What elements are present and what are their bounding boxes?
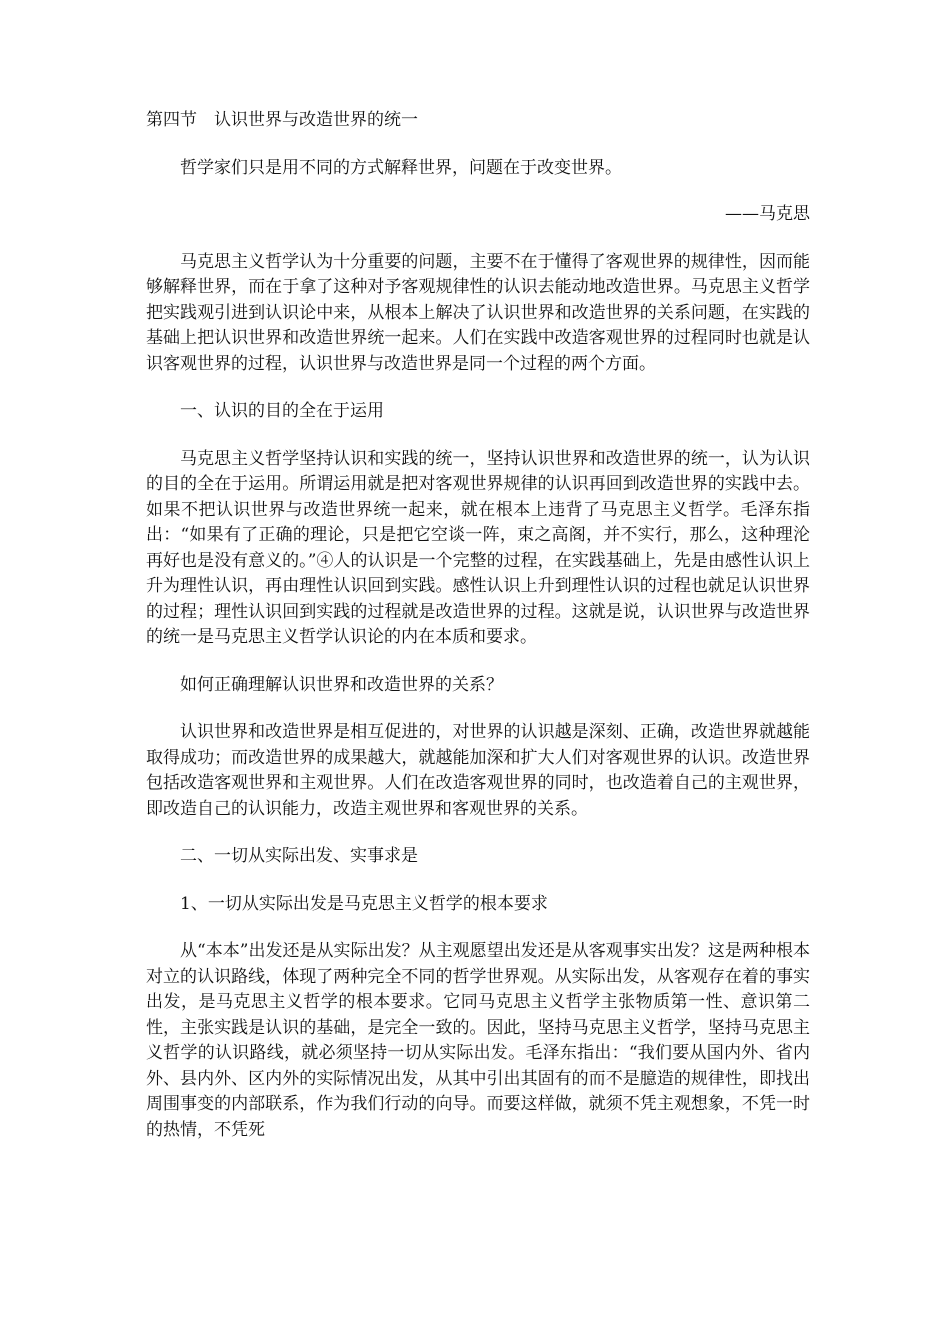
paragraph-intro: 马克思主义哲学认为十分重要的问题，主要不在于懂得了客观世界的规律性，因而能够解释世界，而在于拿了这种对予客观规律性的认识去能动地改造世界。马克思主义哲学把实践观引进到认识论中来，从根本上解决了认识世界和改造世界的关系问题，在实践的基础上把认识世界和改造世界统一起来。人们在实践中改造客观世界的过程同时也就是认识客观世界的过程，认识世界与改造世界是同一个过程的两个方面。	[146, 251, 810, 374]
paragraph-from-reality: 从“本本”出发还是从实际出发？从主观愿望出发还是从客观事实出发？这是两种根本对立的认识路线，体现了两种完全不同的哲学世界观。从实际出发，从客观存在着的事实出发，是马克思主义哲学的根本要求。它同马克思主义哲学主张物质第一性、意识第二性，主张实践是认识的基础，是完全一致的。因此，坚持马克思主义哲学，坚持马克思主义哲学的认识路线，就必须坚持一切从实际出发。毛泽东指出：“我们要从国内外、省内外、县内外、区内外的实际情况出发，从其中引出其固有的而不是臆造的规律性，即找出周围事变的内部联系，作为我们行动的向导。而要这样做，就须不凭主观想象，不凭一时的热情，不凭死	[146, 941, 810, 1140]
section-title: 第四节 认识世界与改造世界的统一	[146, 110, 418, 130]
document-page	[146, 108, 810, 1143]
epigraph-attribution: ——马克思	[725, 204, 810, 224]
paragraph-mutual-promotion: 认识世界和改造世界是相互促进的，对世界的认识越是深刻、正确，改造世界就越能取得成功；而改造世界的成果越大，就越能加深和扩大人们对客观世界的认识。改造世界包括改造客观世界和主观世界。人们在改造客观世界的同时，也改造着自己的主观世界，即改造自己的认识能力，改造主观世界和客观世界的关系。	[146, 722, 810, 819]
epigraph-quote: 哲学家们只是用不同的方式解释世界，问题在于改变世界。	[180, 157, 622, 178]
question-relationship: 如何正确理解认识世界和改造世界的关系？	[180, 674, 503, 695]
subheading-from-reality: 1、一切从实际出发是马克思主义哲学的根本要求	[180, 893, 548, 914]
heading-purpose-of-cognition: 一、认识的目的全在于运用	[180, 401, 384, 421]
heading-seek-truth: 二、一切从实际出发、实事求是	[180, 846, 418, 866]
paragraph-unity: 马克思主义哲学坚持认识和实践的统一，坚持认识世界和改造世界的统一，认为认识的目的全在于运用。所谓运用就是把对客观世界规律的认识再回到改造世界的实践中去。如果不把认识世界与改造世界统一起来，就在根本上违背了马克思主义哲学。毛泽东指出：“如果有了正确的理论，只是把它空谈一阵，束之高阁，并不实行，那么，这种理沦再好也是没有意义的。”④人的认识是一个完整的过程，在实践基础上，先是由感性认识上升为理性认识，再由理性认识回到实践。感性认识上升到理性认识的过程也就足认识世界的过程；理性认识回到实践的过程就是改造世界的过程。这就是说，认识世界与改造世界的统一是马克思主义哲学认识论的内在本质和要求。	[146, 448, 810, 647]
